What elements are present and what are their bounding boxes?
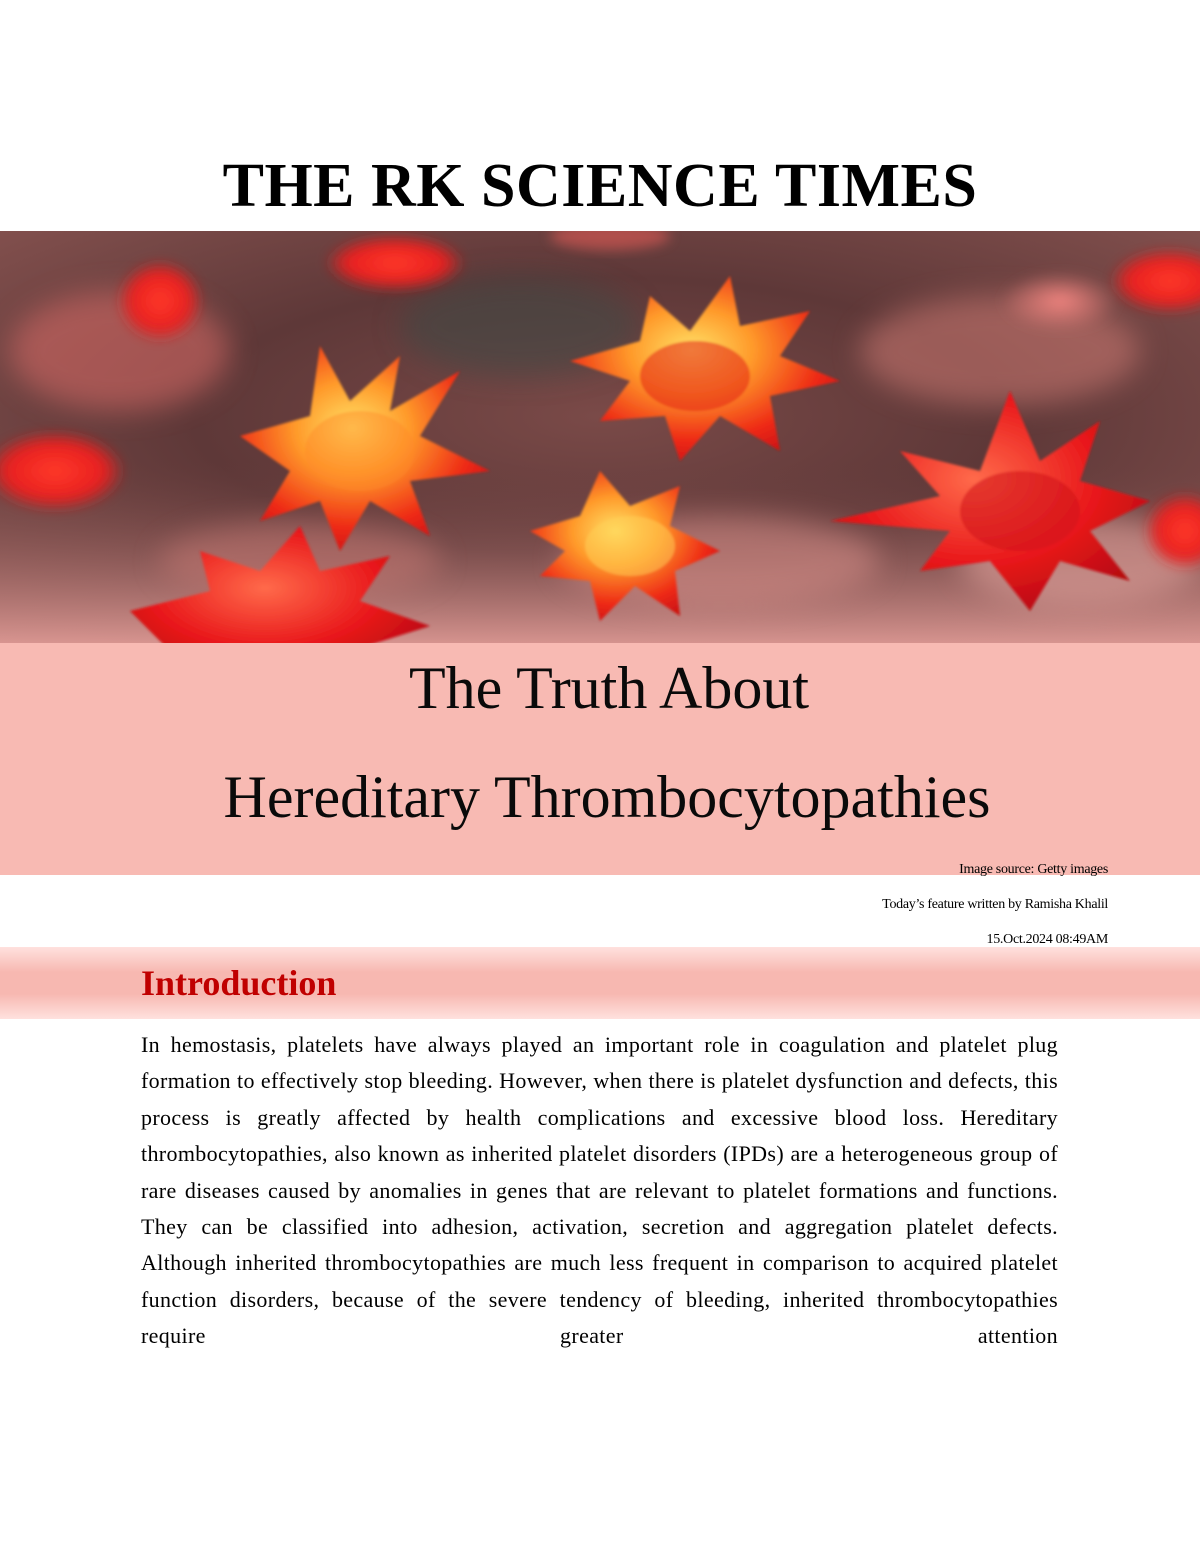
author-byline: Today’s feature written by Ramisha Khalil xyxy=(882,897,1108,912)
hero-image xyxy=(0,231,1200,643)
platelets-illustration xyxy=(0,231,1200,643)
introduction-heading: Introduction xyxy=(141,963,337,1003)
article-title-line-1: The Truth About xyxy=(408,655,810,721)
masthead-title: THE RK SCIENCE TIMES xyxy=(222,152,978,220)
image-source-credit: Image source: Getty images xyxy=(959,862,1108,877)
article-title-line-2: Hereditary Thrombocytopathies xyxy=(223,764,991,830)
introduction-paragraph: In hemostasis, platelets have always played an important role in coagulation and platelet plug formation to effectively stop bleeding. However, when there is platelet dysfunction and defects, this process is greatly affected by health complications and excessive blood loss. Hereditary thrombocytopathies, also known as inherited platelet disorders (IPDs) are a heterogeneous group of rare diseases caused by anomalies in genes that are relevant to platelet formations and functions. They can be classified into adhesion, activation, secretion and aggregation platelet defects. Although inherited thrombocytopathies are much less frequent in comparison to acquired platelet function disorders, because of the severe tendency of bleeding, inherited thrombocytopathies require greater attention xyxy=(141,1032,1058,1349)
publish-timestamp: 15.Oct.2024 08:49AM xyxy=(986,932,1108,947)
